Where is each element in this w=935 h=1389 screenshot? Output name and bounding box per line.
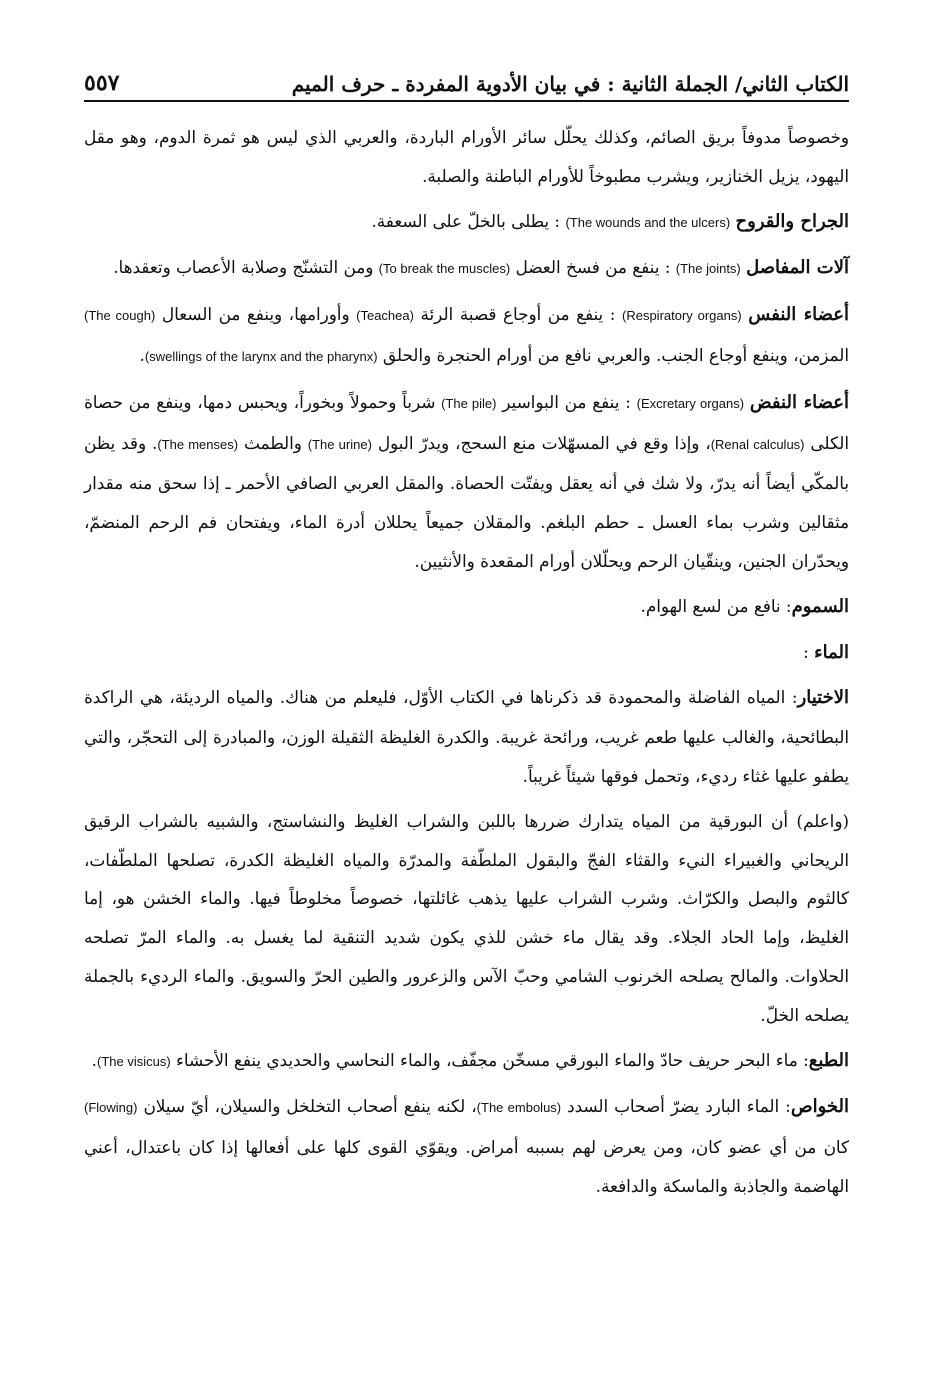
english-gloss: (The wounds and the ulcers): [565, 214, 731, 230]
paragraph-text: :: [803, 641, 809, 662]
section-term: آلات المفاصل: [746, 257, 849, 279]
paragraph-know: [84, 802, 849, 1035]
section-term: الطبع: [808, 1049, 849, 1071]
paragraph-nature: [84, 1041, 849, 1082]
section-term: السموم: [791, 595, 849, 617]
english-gloss: (Teachea): [356, 308, 414, 324]
english-gloss: (Excretary organs): [636, 395, 745, 411]
english-gloss: (The pile): [441, 395, 497, 411]
section-term: الاختيار: [797, 687, 849, 709]
header-title: الكتاب الثاني/ الجملة الثانية : في بيان الأدوية المفردة ـ حرف الميم: [291, 72, 849, 96]
paragraph-text: .: [139, 344, 145, 365]
english-gloss: (Respiratory organs): [622, 308, 742, 324]
paragraph-wounds: [84, 202, 849, 243]
paragraph-text: (واعلم) أن البورقية من المياه يتدارك ضررها باللبن والشراب الغليظ والنشاستج، والشبيه بالشراب الرقيق الريحاني والغبيراء النيء والقثاء الفجّ والبقول الملطّفة والمدرّة والمياه الغليظة الكدرة، تصلحها الملطّفات، كالثوم والبصل والكرّاث. وشرب الشراب عليها يذهب غائلتها، خصوصاً مخلوطاً فيها. والماء الخشن هو، إما الغليظ، وإما الحاد الجلاء. وقد يقال ماء خشن للذي يكون شديد التنقية لما يغسل به. والماء المرّ تصلحه الحلاوات. والمالح يصلحه الخرنوب الشامي وحبّ الآس والزعرور والطين الحرّ والسويق. والماء الرديء بالجملة يصلحه الخلّ.: [84, 810, 849, 1025]
paragraph-text: وخصوصاً مدوفاً بريق الصائم، وكذلك يحلّل سائر الأورام الباردة، والعربي الذي ليس هو ثمرة الدوم، وهو مقل اليهود، يزيل الخنازير، ويشرب مطبوخاً للأورام الباطنة والصلبة.: [84, 127, 849, 186]
paragraph-excretory: [84, 383, 849, 581]
english-gloss: (Flowing): [84, 1100, 138, 1116]
english-gloss: (Renal calculus): [710, 436, 805, 452]
paragraph-joints: [84, 248, 849, 289]
paragraph-text: : يطلى بالخلّ على السعفة.: [371, 210, 561, 231]
english-gloss: (The joints): [675, 261, 741, 277]
paragraph-text: والطمث: [244, 432, 302, 453]
paragraph-text: : ينفع من فسخ العضل: [515, 257, 671, 278]
english-gloss: (To break the muscles): [378, 261, 511, 277]
section-term: الخواص: [790, 1096, 849, 1118]
paragraph-selection: [84, 678, 849, 795]
paragraph-text: ، لكنه ينفع أصحاب التخلخل والسيلان، أيّ سيلان: [143, 1096, 477, 1117]
paragraph-text: المزمن، وينفع أوجاع الجنب. والعربي نافع من أورام الحنجرة والحلق: [382, 344, 849, 365]
english-gloss: (The cough): [84, 308, 156, 324]
english-gloss: (The visicus): [96, 1053, 171, 1069]
paragraph-text: : نافع من لسع الهوام.: [640, 595, 792, 616]
page-body: [84, 118, 849, 1212]
paragraph-text: ومن التشنّج وصلابة الأعصاب وتعقدها.: [113, 257, 374, 278]
paragraph-respiratory: [84, 295, 849, 377]
paragraph-intro: [84, 118, 849, 196]
section-term: الجراح والقروح: [735, 210, 849, 232]
paragraph-text: : الماء البارد يضرّ أصحاب السدد: [567, 1096, 791, 1117]
english-gloss: (swellings of the larynx and the pharynx): [144, 348, 378, 364]
english-gloss: (The urine): [307, 436, 372, 452]
paragraph-text: شرباً وحمولاً وبخوراً، ويحبس دمها، وينفع من حصاة الكلى: [84, 391, 850, 453]
paragraph-text: : ينفع من البواسير: [502, 391, 631, 412]
paragraph-text: . وقد يظن بالمكّي أيضاً أنه يدرّ، ولا شك في أنه يعقل ويفتّت الحصاة. والمقل العربي الصافي الأحمر ـ إذا سحق منه مقدار مثقالين وشرب بماء العسل ـ حطم البلغم. والمقلان جميعاً يحللان أدرة الماء، ويفتحان فم الرحم المنضمّ، ويحدّران الجنين، وينقّيان الرحم ويحلّلان أورام المقعدة والأنثيين.: [84, 432, 849, 571]
paragraph-text: كان من أي عضو كان، ومن يعرض لهم بسببه أمراض. ويقوّي القوى كلها على أفعالها إذا كان باعتدال، أعني الهاضمة والجاذبة والماسكة والدافعة.: [84, 1137, 849, 1196]
paragraph-poisons: [84, 587, 849, 627]
section-term: أعضاء النفس: [748, 304, 850, 326]
paragraph-text: : ماء البحر حريف حادّ والماء البورقي مسخّن مجفّف، والماء النحاسي والحديدي ينفع الأحشاء: [176, 1049, 809, 1070]
paragraph-text: ، وإذا وقع في المسهّلات منع السحج، ويدرّ البول: [377, 432, 711, 453]
paragraph-text: وأورامها، وينفع من السعال: [161, 304, 350, 325]
running-header: [84, 56, 849, 102]
paragraph-water-heading: [84, 633, 849, 673]
english-gloss: (The menses): [157, 436, 239, 452]
page-number: ٥٥٧: [84, 70, 120, 96]
paragraph-properties: [84, 1087, 849, 1205]
paragraph-text: : المياه الفاضلة والمحمودة قد ذكرناها في الكتاب الأوّل، فليعلم من هناك. والمياه الرديئة، هي الراكدة البطائحية، والغالب عليها طعم غريب، ورائحة غريبة. والكدرة الغليظة الثقيلة الوزن، والمبادرة إلى التحجّر، والتي يطفو عليها غثاء رديء، وتحمل فوقها شيئاً غريباً.: [84, 687, 849, 786]
paragraph-text: .: [91, 1049, 97, 1070]
section-term: أعضاء النفض: [749, 391, 849, 413]
section-term: الماء: [814, 641, 849, 663]
english-gloss: (The embolus): [476, 1100, 562, 1116]
paragraph-text: : ينفع من أوجاع قصبة الرئة: [420, 304, 616, 325]
